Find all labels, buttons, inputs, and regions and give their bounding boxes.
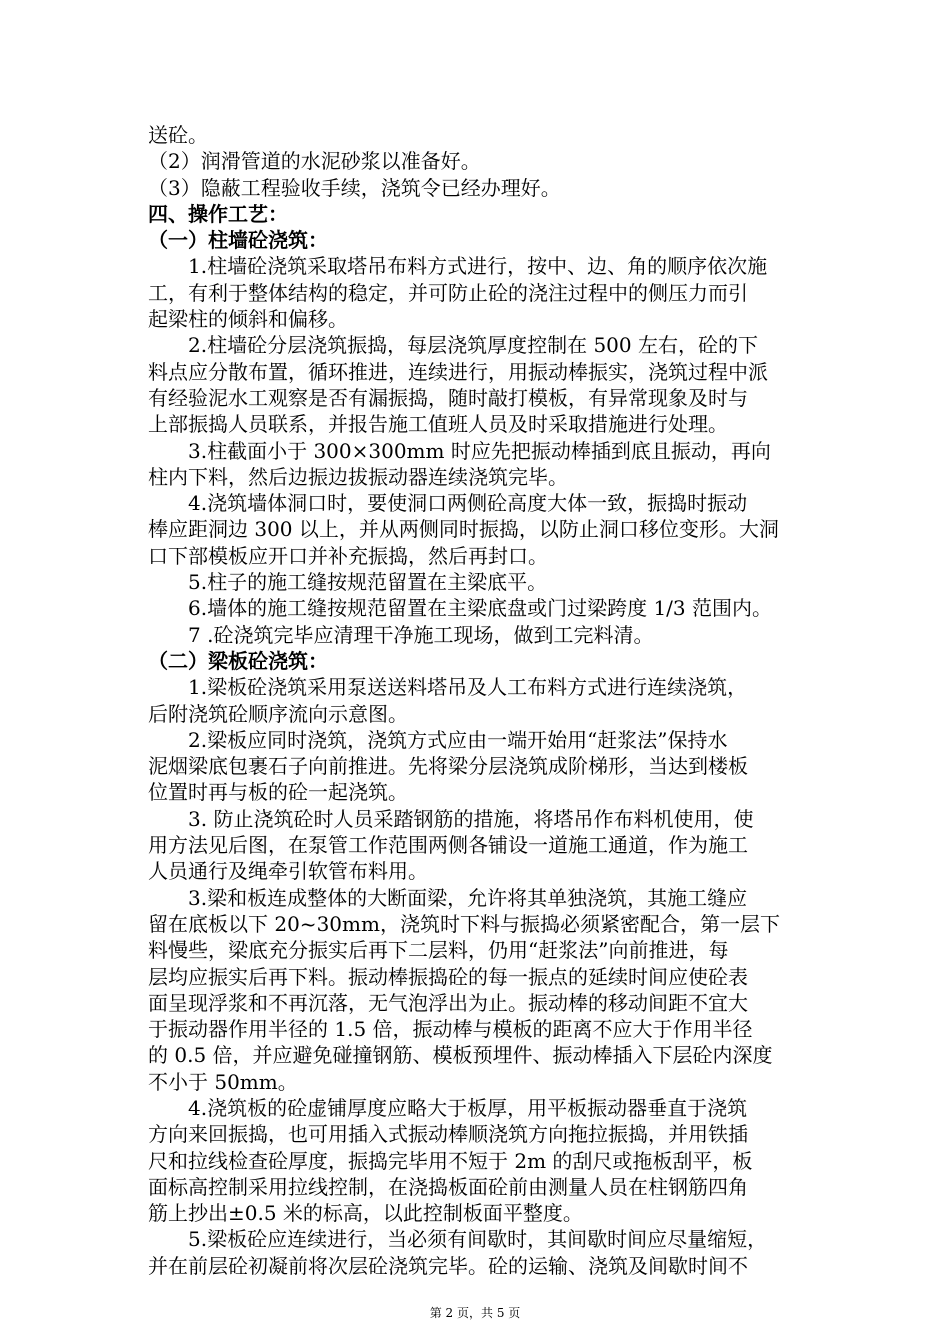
text-line: 工，有利于整体结构的稳定，并可防止砼的浇注过程中的侧压力而引 bbox=[148, 280, 748, 305]
text-line: 4.浇筑墙体洞口时，要使洞口两侧砼高度大体一致，振捣时振动 bbox=[188, 491, 748, 516]
text-line: 于振动器作用半径的 1.5 倍，振动棒与模板的距离不应大于作用半径 bbox=[148, 1017, 753, 1042]
text-line: 料慢些，梁底充分振实后再下二层料，仍用“赶浆法”向前推进，每 bbox=[148, 938, 729, 963]
section-heading: （二）梁板砼浇筑： bbox=[148, 648, 328, 673]
text-line: 3.梁和板连成整体的大断面梁，允许将其单独浇筑，其施工缝应 bbox=[188, 885, 748, 910]
text-line: 4.浇筑板的砼虚铺厚度应略大于板厚，用平板振动器垂直于浇筑 bbox=[188, 1095, 748, 1120]
text-line: 泥烟梁底包裹石子向前推进。先将梁分层浇筑成阶梯形，当达到楼板 bbox=[148, 754, 748, 779]
text-line: 面标高控制采用拉线控制，在浇捣板面砼前由测量人员在柱钢筋四角 bbox=[148, 1174, 748, 1199]
text-line: 筋上抄出±0.5 米的标高，以此控制板面平整度。 bbox=[148, 1201, 583, 1226]
text-line: 层均应振实后再下料。振动棒振捣砼的每一振点的延续时间应使砼表 bbox=[148, 964, 748, 989]
text-line: 起梁柱的倾斜和偏移。 bbox=[148, 307, 348, 332]
text-line: 位置时再与板的砼一起浇筑。 bbox=[148, 780, 408, 805]
text-line: 1.柱墙砼浇筑采取塔吊布料方式进行，按中、边、角的顺序依次施 bbox=[188, 254, 768, 279]
text-line: 7 .砼浇筑完毕应清理干净施工现场，做到工完料清。 bbox=[188, 622, 654, 647]
document-body bbox=[148, 122, 818, 1279]
text-line: 料点应分散布置，循环推进，连续进行，用振动棒振实，浇筑过程中派 bbox=[148, 359, 768, 384]
text-line: 3.柱截面小于 300×300mm 时应先把振动棒插到底且振动，再向 bbox=[188, 438, 771, 463]
text-line: 并在前层砼初凝前将次层砼浇筑完毕。砼的运输、浇筑及间歇时间不 bbox=[148, 1253, 748, 1278]
text-line: （3）隐蔽工程验收手续，浇筑令已经办理好。 bbox=[148, 175, 561, 200]
text-line: 3. 防止浇筑砼时人员采踏钢筋的措施，将塔吊作布料机使用，使 bbox=[188, 806, 754, 831]
text-line: 2.柱墙砼分层浇筑振捣，每层浇筑厚度控制在 500 左右，砼的下 bbox=[188, 333, 758, 358]
text-line: 人员通行及绳牵引软管布料用。 bbox=[148, 859, 428, 884]
text-line: 不小于 50mm。 bbox=[148, 1069, 298, 1094]
text-line: 送砼。 bbox=[148, 123, 208, 147]
text-line: 的 0.5 倍，并应避免碰撞钢筋、模板预埋件、振动棒插入下层砼内深度 bbox=[148, 1043, 773, 1068]
text-line: 2.梁板应同时浇筑，浇筑方式应由一端开始用“赶浆法”保持水 bbox=[188, 727, 728, 752]
section-heading: （一）柱墙砼浇筑： bbox=[148, 228, 328, 253]
text-line: 口下部模板应开口并补充振捣，然后再封口。 bbox=[148, 543, 548, 568]
text-line: 上部振捣人员联系，并报告施工值班人员及时采取措施进行处理。 bbox=[148, 412, 728, 437]
text-line: 6.墙体的施工缝按规范留置在主梁底盘或门过梁跨度 1/3 范围内。 bbox=[188, 596, 772, 621]
text-line: 5.梁板砼应连续进行，当必须有间歇时，其间歇时间应尽量缩短， bbox=[188, 1227, 768, 1252]
text-line: 用方法见后图，在泵管工作范围两侧各铺设一道施工通道，作为施工 bbox=[148, 833, 748, 858]
text-line: 面呈现浮浆和不再沉落，无气泡浮出为止。振动棒的移动间距不宜大 bbox=[148, 990, 748, 1015]
text-line: 柱内下料，然后边振边拔振动器连续浇筑完毕。 bbox=[148, 464, 568, 489]
text-line: 1.梁板砼浇筑采用泵送送料塔吊及人工布料方式进行连续浇筑， bbox=[188, 675, 748, 700]
text-line: （2）润滑管道的水泥砂浆以准备好。 bbox=[148, 149, 481, 174]
text-line: 留在底板以下 20~30mm，浇筑时下料与振捣必须紧密配合，第一层下 bbox=[148, 911, 780, 936]
text-line: 尺和拉线检查砼厚度，振捣完毕用不短于 2m 的刮尺或拖板刮平，板 bbox=[148, 1148, 753, 1173]
page-footer: 第 2 页，共 5 页 bbox=[429, 1306, 521, 1320]
text-line: 有经验泥水工观察是否有漏振捣，随时敲打模板，有异常现象及时与 bbox=[148, 385, 748, 410]
text-line: 后附浇筑砼顺序流向示意图。 bbox=[148, 701, 408, 726]
section-heading: 四、操作工艺： bbox=[148, 201, 288, 226]
text-line: 棒应距洞边 300 以上，并从两侧同时振捣，以防止洞口移位变形。大洞 bbox=[148, 517, 779, 542]
text-line: 5.柱子的施工缝按规范留置在主梁底平。 bbox=[188, 570, 548, 595]
text-line: 方向来回振捣，也可用插入式振动棒顺浇筑方向拖拉振捣，并用铁插 bbox=[148, 1122, 748, 1147]
